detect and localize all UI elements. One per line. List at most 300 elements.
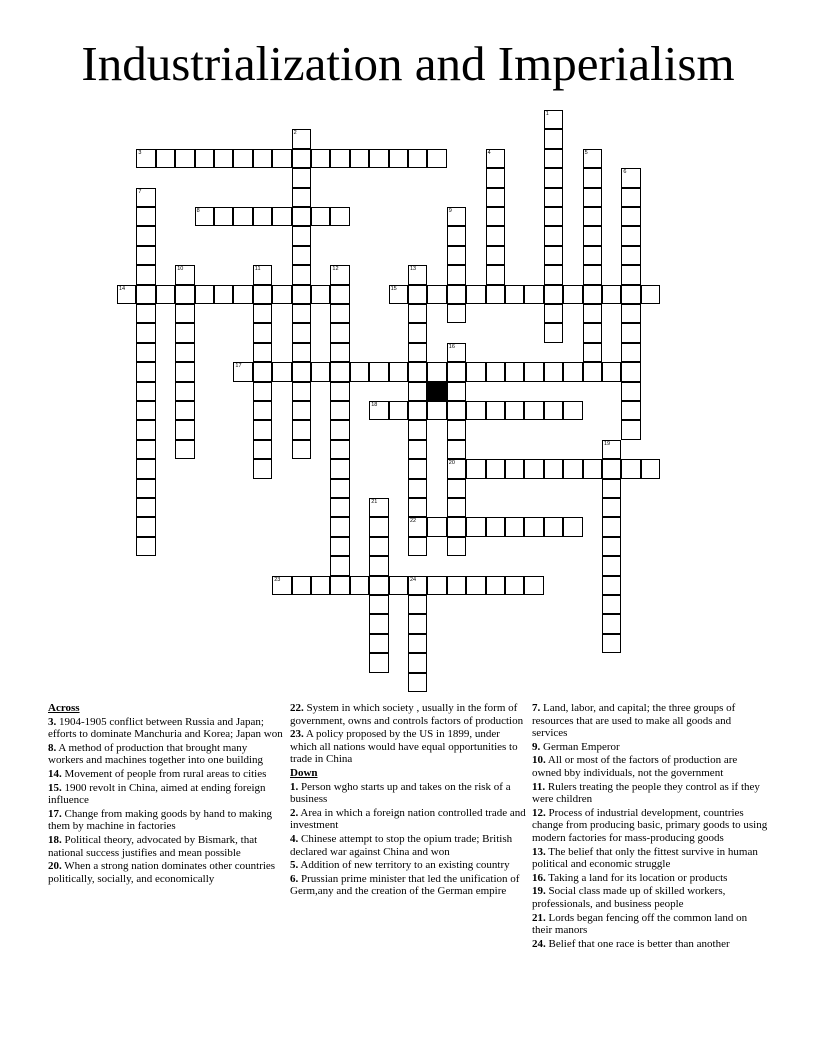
grid-cell[interactable] bbox=[408, 459, 427, 478]
grid-cell[interactable] bbox=[466, 285, 485, 304]
grid-cell[interactable] bbox=[583, 265, 602, 284]
grid-cell[interactable] bbox=[408, 595, 427, 614]
grid-cell[interactable] bbox=[272, 207, 291, 226]
grid-cell[interactable] bbox=[544, 401, 563, 420]
grid-cell[interactable] bbox=[136, 401, 155, 420]
grid-cell[interactable] bbox=[253, 362, 272, 381]
grid-cell[interactable] bbox=[621, 246, 640, 265]
grid-cell[interactable] bbox=[330, 498, 349, 517]
grid-cell[interactable] bbox=[447, 537, 466, 556]
grid-cell[interactable] bbox=[272, 149, 291, 168]
grid-cell[interactable] bbox=[447, 226, 466, 245]
grid-cell[interactable] bbox=[253, 401, 272, 420]
grid-cell[interactable] bbox=[408, 401, 427, 420]
grid-cell[interactable] bbox=[621, 265, 640, 284]
grid-cell[interactable] bbox=[408, 420, 427, 439]
grid-cell[interactable] bbox=[544, 168, 563, 187]
grid-cell[interactable] bbox=[195, 149, 214, 168]
clue-number: 14. bbox=[48, 767, 62, 780]
grid-cell[interactable] bbox=[292, 226, 311, 245]
grid-cell[interactable] bbox=[486, 362, 505, 381]
grid-cell[interactable] bbox=[233, 362, 252, 381]
grid-cell[interactable] bbox=[311, 285, 330, 304]
grid-cell[interactable] bbox=[330, 285, 349, 304]
grid-cell[interactable] bbox=[408, 537, 427, 556]
grid-cell[interactable] bbox=[583, 304, 602, 323]
grid-cell[interactable] bbox=[447, 420, 466, 439]
grid-cell[interactable] bbox=[330, 459, 349, 478]
grid-cell[interactable] bbox=[408, 304, 427, 323]
clue-item bbox=[48, 716, 284, 741]
grid-cell[interactable] bbox=[641, 459, 660, 478]
grid-cell[interactable] bbox=[156, 149, 175, 168]
grid-cell[interactable] bbox=[486, 168, 505, 187]
grid-cell[interactable] bbox=[253, 382, 272, 401]
grid-cell[interactable] bbox=[583, 246, 602, 265]
grid-cell[interactable] bbox=[330, 207, 349, 226]
grid-cell[interactable] bbox=[369, 517, 388, 536]
grid-cell[interactable] bbox=[253, 343, 272, 362]
grid-cell[interactable] bbox=[292, 401, 311, 420]
grid-cell[interactable] bbox=[175, 362, 194, 381]
grid-cell[interactable] bbox=[253, 323, 272, 342]
grid-cell[interactable] bbox=[486, 246, 505, 265]
grid-cell[interactable] bbox=[369, 362, 388, 381]
grid-cell[interactable] bbox=[563, 517, 582, 536]
grid-cell[interactable] bbox=[602, 517, 621, 536]
clue-number: 20. bbox=[48, 860, 62, 873]
grid-cell[interactable] bbox=[408, 576, 427, 595]
grid-cell[interactable] bbox=[272, 362, 291, 381]
grid-cell[interactable] bbox=[369, 653, 388, 672]
clue-item bbox=[532, 781, 768, 806]
clue-number: 16. bbox=[532, 871, 546, 884]
grid-cell[interactable] bbox=[427, 362, 446, 381]
clue-text: When a strong nation dominates other countries politically, socially, and economically bbox=[48, 860, 276, 885]
clue-text: Chinese attempt to stop the opium trade; British declared war against China and won bbox=[290, 832, 513, 858]
grid-cell[interactable] bbox=[175, 440, 194, 459]
grid-cell[interactable] bbox=[253, 207, 272, 226]
grid-cell[interactable] bbox=[408, 614, 427, 633]
grid-cell[interactable] bbox=[583, 343, 602, 362]
grid-cell[interactable] bbox=[330, 323, 349, 342]
grid-cell[interactable] bbox=[466, 401, 485, 420]
grid-cell[interactable] bbox=[602, 595, 621, 614]
grid-cell[interactable] bbox=[621, 207, 640, 226]
grid-cell[interactable] bbox=[369, 149, 388, 168]
grid-cell[interactable] bbox=[602, 634, 621, 653]
grid-cell[interactable] bbox=[389, 149, 408, 168]
grid-cell[interactable] bbox=[292, 440, 311, 459]
grid-cell[interactable] bbox=[544, 362, 563, 381]
grid-cell[interactable] bbox=[136, 420, 155, 439]
clue-text: German Emperor bbox=[540, 740, 620, 753]
grid-cell[interactable] bbox=[602, 479, 621, 498]
clue-number: 8 bbox=[196, 208, 200, 214]
grid-cell[interactable] bbox=[408, 265, 427, 284]
grid-cell[interactable] bbox=[136, 343, 155, 362]
grid-cell[interactable] bbox=[117, 285, 136, 304]
grid-cell[interactable] bbox=[136, 459, 155, 478]
grid-cell[interactable] bbox=[583, 149, 602, 168]
grid-cell[interactable] bbox=[175, 265, 194, 284]
grid-cell[interactable] bbox=[583, 285, 602, 304]
grid-cell[interactable] bbox=[292, 420, 311, 439]
grid-cell[interactable] bbox=[621, 304, 640, 323]
grid-cell[interactable] bbox=[330, 420, 349, 439]
grid-cell[interactable] bbox=[253, 149, 272, 168]
grid-cell[interactable] bbox=[486, 576, 505, 595]
grid-cell[interactable] bbox=[408, 673, 427, 692]
grid-cell[interactable] bbox=[408, 440, 427, 459]
grid-cell[interactable] bbox=[486, 459, 505, 478]
grid-cell[interactable] bbox=[505, 362, 524, 381]
grid-cell[interactable] bbox=[427, 285, 446, 304]
grid-cell[interactable] bbox=[292, 382, 311, 401]
grid-cell[interactable] bbox=[272, 285, 291, 304]
grid-cell[interactable] bbox=[544, 265, 563, 284]
grid-cell[interactable] bbox=[136, 226, 155, 245]
clue-text: Belief that one race is better than another bbox=[545, 937, 730, 950]
grid-cell[interactable] bbox=[272, 576, 291, 595]
grid-cell[interactable] bbox=[195, 207, 214, 226]
grid-cell[interactable] bbox=[369, 576, 388, 595]
grid-cell[interactable] bbox=[214, 285, 233, 304]
grid-cell[interactable] bbox=[214, 149, 233, 168]
grid-cell[interactable] bbox=[292, 188, 311, 207]
grid-cell[interactable] bbox=[389, 285, 408, 304]
grid-cell[interactable] bbox=[175, 304, 194, 323]
grid-cell[interactable] bbox=[350, 362, 369, 381]
grid-cell[interactable] bbox=[447, 343, 466, 362]
grid-cell[interactable] bbox=[369, 634, 388, 653]
grid-cell[interactable] bbox=[311, 207, 330, 226]
clue-number: 23. bbox=[290, 728, 304, 741]
grid-cell[interactable] bbox=[621, 323, 640, 342]
grid-cell[interactable] bbox=[292, 285, 311, 304]
grid-cell[interactable] bbox=[330, 343, 349, 362]
grid-cell[interactable] bbox=[408, 362, 427, 381]
grid-cell[interactable] bbox=[175, 323, 194, 342]
clue-number: 12. bbox=[532, 806, 546, 819]
grid-cell[interactable] bbox=[253, 459, 272, 478]
clue-item bbox=[290, 859, 526, 872]
grid-cell[interactable] bbox=[408, 517, 427, 536]
grid-cell[interactable] bbox=[233, 207, 252, 226]
clue-text: The belief that only the fittest survive in human political and economic struggle bbox=[532, 845, 758, 871]
grid-cell[interactable] bbox=[136, 188, 155, 207]
grid-cell[interactable] bbox=[447, 459, 466, 478]
grid-cell[interactable] bbox=[583, 168, 602, 187]
grid-cell[interactable] bbox=[621, 459, 640, 478]
grid-cell[interactable] bbox=[466, 362, 485, 381]
clue-number: 1 bbox=[545, 111, 549, 117]
grid-cell[interactable] bbox=[621, 401, 640, 420]
grid-cell[interactable] bbox=[524, 362, 543, 381]
grid-cell[interactable] bbox=[544, 129, 563, 148]
grid-cell[interactable] bbox=[292, 246, 311, 265]
grid-cell[interactable] bbox=[253, 420, 272, 439]
clue-number: 24. bbox=[532, 937, 546, 950]
grid-cell[interactable] bbox=[505, 401, 524, 420]
grid-cell[interactable] bbox=[447, 576, 466, 595]
grid-cell[interactable] bbox=[330, 537, 349, 556]
grid-cell[interactable] bbox=[583, 459, 602, 478]
grid-cell[interactable] bbox=[408, 149, 427, 168]
grid-cell[interactable] bbox=[408, 479, 427, 498]
grid-cell[interactable] bbox=[563, 459, 582, 478]
grid-cell[interactable] bbox=[486, 207, 505, 226]
grid-cell[interactable] bbox=[563, 362, 582, 381]
grid-cell[interactable] bbox=[602, 498, 621, 517]
grid-cell[interactable] bbox=[253, 304, 272, 323]
grid-cell[interactable] bbox=[292, 362, 311, 381]
grid-cell[interactable] bbox=[466, 576, 485, 595]
grid-cell[interactable] bbox=[175, 285, 194, 304]
grid-cell[interactable] bbox=[214, 207, 233, 226]
grid-cell[interactable] bbox=[447, 479, 466, 498]
grid-cell[interactable] bbox=[621, 343, 640, 362]
grid-cell[interactable] bbox=[136, 440, 155, 459]
grid-cell[interactable] bbox=[136, 285, 155, 304]
grid-cell[interactable] bbox=[583, 323, 602, 342]
grid-cell[interactable] bbox=[486, 401, 505, 420]
grid-cell[interactable] bbox=[389, 362, 408, 381]
grid-cell[interactable] bbox=[233, 149, 252, 168]
grid-cell[interactable] bbox=[524, 401, 543, 420]
grid-cell[interactable] bbox=[292, 168, 311, 187]
grid-cell[interactable] bbox=[447, 382, 466, 401]
grid-cell[interactable] bbox=[544, 459, 563, 478]
grid-cell[interactable] bbox=[253, 440, 272, 459]
grid-cell[interactable] bbox=[427, 401, 446, 420]
grid-cell[interactable] bbox=[292, 576, 311, 595]
grid-cell[interactable] bbox=[175, 420, 194, 439]
grid-cell[interactable] bbox=[544, 246, 563, 265]
grid-cell[interactable] bbox=[292, 207, 311, 226]
clue-text: Land, labor, and capital; the three groups of resources that are used to make all goods and services bbox=[532, 702, 736, 740]
grid-cell[interactable] bbox=[505, 459, 524, 478]
grid-cell[interactable] bbox=[389, 401, 408, 420]
grid-cell[interactable] bbox=[330, 556, 349, 575]
page-title: Industrialization and Imperialism bbox=[81, 36, 735, 91]
grid-cell[interactable] bbox=[544, 110, 563, 129]
grid-cell[interactable] bbox=[486, 285, 505, 304]
grid-cell[interactable] bbox=[175, 343, 194, 362]
clue-number: 2 bbox=[293, 130, 297, 137]
grid-cell[interactable] bbox=[408, 285, 427, 304]
clue-number: 7 bbox=[138, 188, 142, 195]
grid-cell[interactable] bbox=[466, 459, 485, 478]
grid-cell[interactable] bbox=[544, 304, 563, 323]
grid-cell[interactable] bbox=[486, 149, 505, 168]
grid-cell[interactable] bbox=[136, 323, 155, 342]
grid-cell[interactable] bbox=[136, 517, 155, 536]
grid-cell[interactable] bbox=[330, 265, 349, 284]
clue-item bbox=[290, 702, 526, 727]
grid-cell[interactable] bbox=[350, 576, 369, 595]
grid-cell[interactable] bbox=[621, 168, 640, 187]
grid-cell[interactable] bbox=[136, 537, 155, 556]
grid-cell[interactable] bbox=[408, 653, 427, 672]
grid-cell[interactable] bbox=[583, 226, 602, 245]
clue-text: 1900 revolt in China, aimed at ending foreign influence bbox=[48, 781, 266, 807]
grid-cell[interactable] bbox=[311, 149, 330, 168]
grid-cell[interactable] bbox=[136, 304, 155, 323]
grid-cell[interactable] bbox=[408, 634, 427, 653]
clue-item bbox=[532, 741, 768, 754]
grid-cell[interactable] bbox=[486, 265, 505, 284]
grid-cell[interactable] bbox=[621, 362, 640, 381]
clue-item bbox=[290, 781, 526, 806]
grid-cell[interactable] bbox=[544, 285, 563, 304]
grid-cell[interactable] bbox=[369, 614, 388, 633]
grid-cell[interactable] bbox=[136, 246, 155, 265]
grid-cell[interactable] bbox=[292, 129, 311, 148]
grid-cell[interactable] bbox=[311, 362, 330, 381]
clue-item bbox=[48, 742, 284, 767]
grid-cell[interactable] bbox=[602, 459, 621, 478]
grid-cell[interactable] bbox=[369, 595, 388, 614]
grid-cell[interactable] bbox=[253, 285, 272, 304]
grid-cell[interactable] bbox=[427, 149, 446, 168]
grid-cell[interactable] bbox=[330, 479, 349, 498]
clue-number: 3. bbox=[48, 715, 57, 728]
grid-cell[interactable] bbox=[175, 149, 194, 168]
grid-cell[interactable] bbox=[330, 362, 349, 381]
grid-cell[interactable] bbox=[292, 265, 311, 284]
grid-cell[interactable] bbox=[621, 226, 640, 245]
grid-cell[interactable] bbox=[369, 401, 388, 420]
grid-cell[interactable] bbox=[427, 517, 446, 536]
grid-cell[interactable] bbox=[505, 285, 524, 304]
grid-cell[interactable] bbox=[621, 382, 640, 401]
grid-cell[interactable] bbox=[408, 382, 427, 401]
grid-cell[interactable] bbox=[408, 343, 427, 362]
grid-cell[interactable] bbox=[563, 401, 582, 420]
grid-cell[interactable] bbox=[544, 517, 563, 536]
clue-column-1 bbox=[48, 702, 284, 886]
clue-text: A method of production that brought many workers and machines together into one building bbox=[48, 741, 264, 767]
grid-cell[interactable] bbox=[292, 323, 311, 342]
clue-text: Person wgho starts up and takes on the risk of a business bbox=[290, 780, 511, 806]
grid-cell[interactable] bbox=[486, 188, 505, 207]
grid-cell[interactable] bbox=[233, 285, 252, 304]
grid-cell[interactable] bbox=[505, 576, 524, 595]
grid-cell[interactable] bbox=[447, 304, 466, 323]
clue-item bbox=[532, 885, 768, 910]
grid-cell[interactable] bbox=[330, 576, 349, 595]
grid-cell[interactable] bbox=[175, 401, 194, 420]
grid-cell[interactable] bbox=[136, 382, 155, 401]
grid-cell[interactable] bbox=[330, 517, 349, 536]
grid-cell[interactable] bbox=[330, 304, 349, 323]
clue-number: 16 bbox=[448, 343, 455, 350]
grid-cell[interactable] bbox=[621, 420, 640, 439]
grid-cell[interactable] bbox=[330, 401, 349, 420]
grid-cell[interactable] bbox=[602, 537, 621, 556]
grid-cell[interactable] bbox=[486, 517, 505, 536]
grid-cell[interactable] bbox=[136, 207, 155, 226]
grid-cell[interactable] bbox=[641, 285, 660, 304]
clue-number: 15. bbox=[48, 781, 62, 794]
grid-cell[interactable] bbox=[136, 498, 155, 517]
grid-cell[interactable] bbox=[486, 226, 505, 245]
grid-cell[interactable] bbox=[544, 188, 563, 207]
grid-cell[interactable] bbox=[544, 323, 563, 342]
grid-cell[interactable] bbox=[447, 285, 466, 304]
grid-cell[interactable] bbox=[292, 304, 311, 323]
grid-cell[interactable] bbox=[136, 149, 155, 168]
grid-cell[interactable] bbox=[447, 440, 466, 459]
grid-cell[interactable] bbox=[524, 576, 543, 595]
grid-cell[interactable] bbox=[330, 440, 349, 459]
grid-cell[interactable] bbox=[253, 265, 272, 284]
grid-cell[interactable] bbox=[369, 537, 388, 556]
grid-cell[interactable] bbox=[408, 323, 427, 342]
grid-cell[interactable] bbox=[563, 285, 582, 304]
grid-cell[interactable] bbox=[427, 576, 446, 595]
grid-cell[interactable] bbox=[524, 285, 543, 304]
grid-cell[interactable] bbox=[524, 517, 543, 536]
clue-number: 8. bbox=[48, 741, 57, 754]
grid-cell[interactable] bbox=[330, 149, 349, 168]
grid-cell[interactable] bbox=[447, 362, 466, 381]
grid-cell[interactable] bbox=[175, 382, 194, 401]
grid-cell[interactable] bbox=[136, 479, 155, 498]
grid-cell[interactable] bbox=[311, 576, 330, 595]
grid-cell[interactable] bbox=[156, 285, 175, 304]
grid-cell[interactable] bbox=[447, 401, 466, 420]
grid-cell[interactable] bbox=[544, 149, 563, 168]
grid-cell[interactable] bbox=[447, 498, 466, 517]
grid-cell[interactable] bbox=[583, 188, 602, 207]
grid-cell[interactable] bbox=[389, 576, 408, 595]
clue-number: 10. bbox=[532, 754, 546, 767]
grid-cell[interactable] bbox=[602, 556, 621, 575]
grid-cell[interactable] bbox=[136, 362, 155, 381]
grid-cell[interactable] bbox=[195, 285, 214, 304]
grid-cell[interactable] bbox=[602, 576, 621, 595]
grid-cell[interactable] bbox=[524, 459, 543, 478]
grid-cell[interactable] bbox=[602, 285, 621, 304]
grid-cell[interactable] bbox=[544, 207, 563, 226]
grid-cell[interactable] bbox=[602, 614, 621, 633]
grid-cell[interactable] bbox=[447, 517, 466, 536]
grid-cell[interactable] bbox=[602, 362, 621, 381]
grid-cell[interactable] bbox=[447, 207, 466, 226]
grid-cell[interactable] bbox=[330, 382, 349, 401]
grid-cell[interactable] bbox=[447, 246, 466, 265]
grid-cell[interactable] bbox=[136, 265, 155, 284]
grid-cell[interactable] bbox=[621, 285, 640, 304]
grid-cell[interactable] bbox=[583, 362, 602, 381]
grid-cell[interactable] bbox=[292, 343, 311, 362]
grid-cell[interactable] bbox=[544, 226, 563, 245]
grid-cell[interactable] bbox=[602, 440, 621, 459]
grid-cell[interactable] bbox=[466, 517, 485, 536]
grid-cell[interactable] bbox=[583, 207, 602, 226]
grid-cell[interactable] bbox=[505, 517, 524, 536]
grid-cell[interactable] bbox=[292, 149, 311, 168]
grid-cell[interactable] bbox=[621, 188, 640, 207]
grid-cell[interactable] bbox=[447, 265, 466, 284]
grid-cell[interactable] bbox=[408, 498, 427, 517]
grid-cell[interactable] bbox=[350, 149, 369, 168]
grid-cell[interactable] bbox=[369, 556, 388, 575]
clue-number: 3 bbox=[138, 149, 142, 156]
grid-cell[interactable] bbox=[369, 498, 388, 517]
